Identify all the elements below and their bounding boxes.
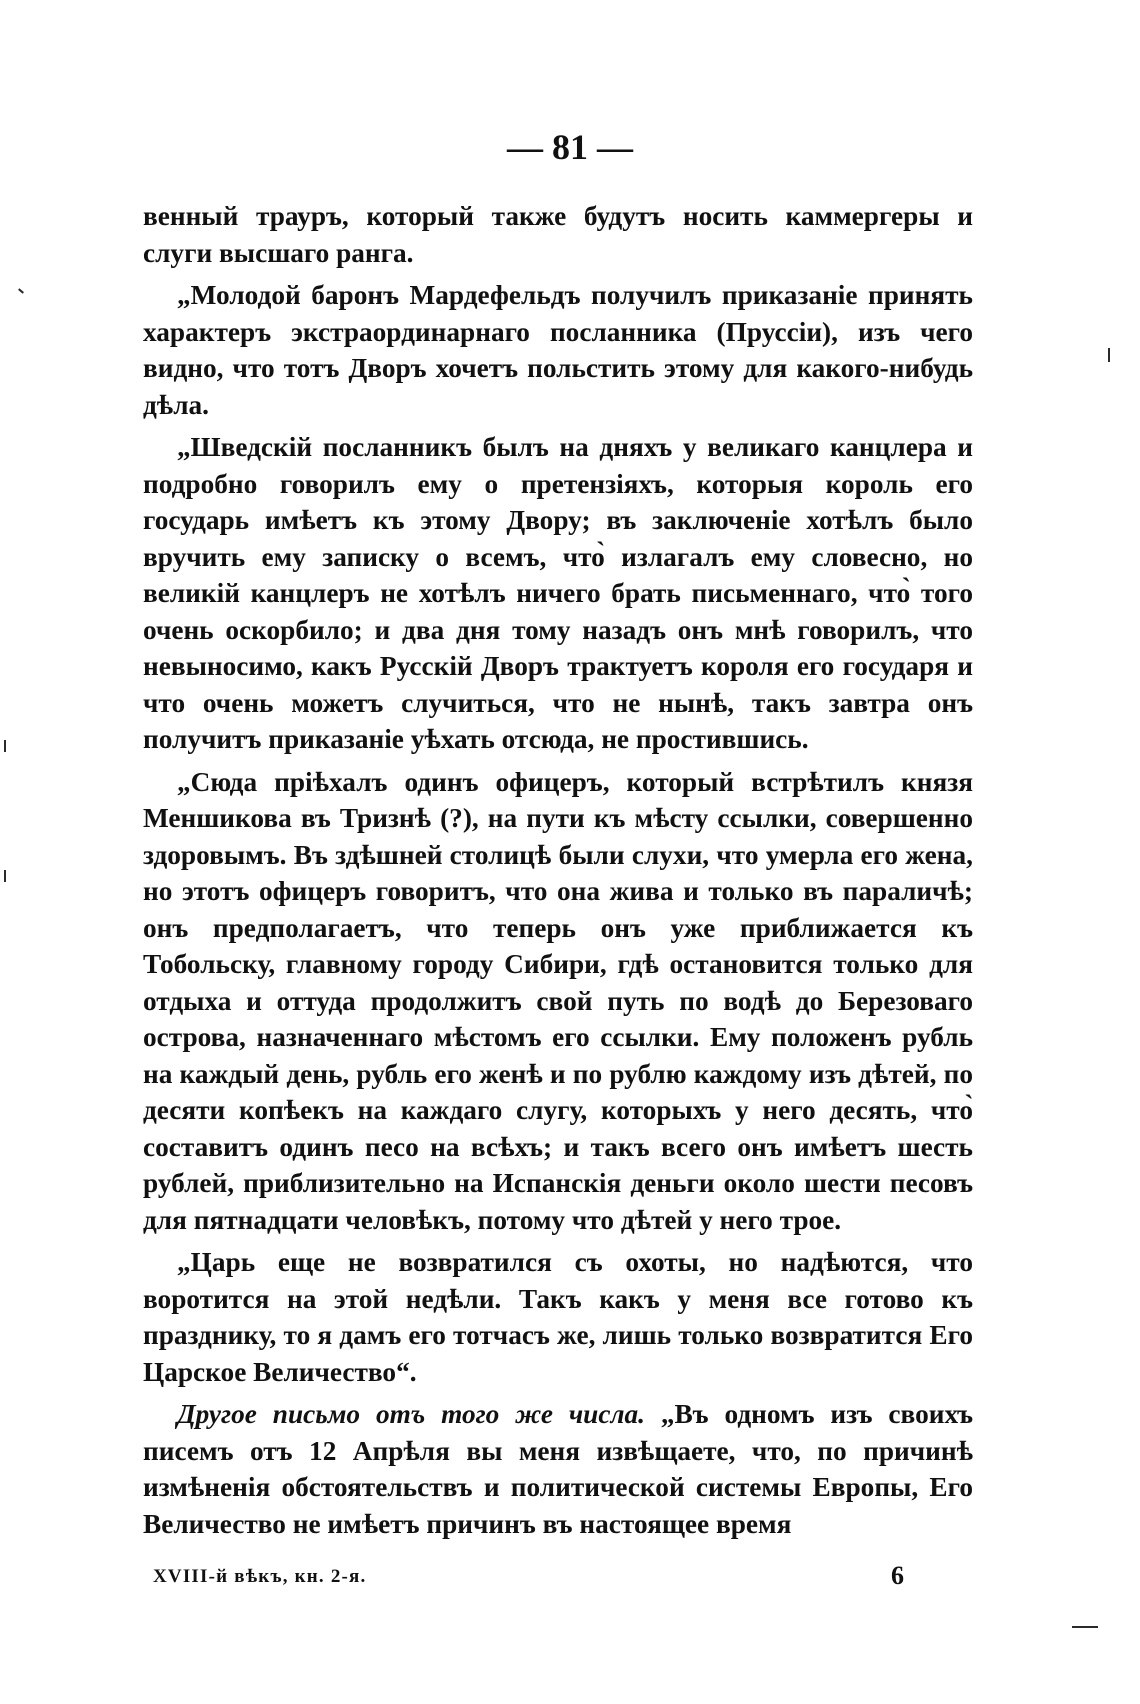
page-number: — 81 — (507, 127, 633, 167)
signature-mark: XVIII-й вѣкъ, кн. 2-я. (153, 1566, 367, 1587)
paragraph-another-letter (143, 1396, 973, 1542)
scan-mark (1072, 1626, 1098, 1628)
paragraph-continuation: венный трауръ, который также будутъ носить каммергеры и слуги высшаго ранга. (143, 201, 973, 268)
scan-mark (1108, 348, 1110, 362)
scan-mark (4, 870, 6, 882)
paragraph-menshikov: „Сюда пріѣхалъ одинъ офицеръ, который встрѣтилъ князя Меншикова въ Тризнѣ (?), на пути къ мѣсту ссылки, совершенно здоровымъ. Въ здѣшней столицѣ были слухи, что умерла его жена, но этотъ офицеръ говоритъ, что она жива и только въ параличѣ; онъ предполагаетъ, что теперь онъ уже приближается къ Тобольску, главному городу Сибири, гдѣ остановится только для отдыха и оттуда продолжитъ свой путь по водѣ до Березоваго острова, назначеннаго мѣстомъ его ссылки. Ему положенъ рубль на каждый день, рубль его женѣ и по рублю каждому изъ дѣтей, по десяти копѣекъ на каждаго слугу, которыхъ у него десять, что̀ составитъ одинъ песо на всѣхъ; и такъ всего онъ имѣетъ шесть рублей, приблизительно на Испанскія деньги около шести песовъ для пятнадцати человѣкъ, потому что дѣтей у него трое. (143, 766, 973, 1235)
scan-mark (4, 740, 6, 752)
letter-text: „Въ одномъ изъ своихъ писемъ отъ 12 Апрѣля вы меня извѣщаете, что, по причинѣ измѣненія обстоятельствъ и политической системы Европы, Его Величество не имѣетъ причинъ въ настоящее время (143, 1399, 973, 1539)
sheet-number: 6 (891, 1561, 904, 1590)
paragraph-swedish-envoy: „Шведскій посланникъ былъ на дняхъ у великаго канцлера и подробно говорилъ ему о претензіяхъ, которыя король его государь имѣетъ къ этому Двору; въ заключеніе хотѣлъ было вручить ему записку о всемъ, что̀ излагалъ ему словесно, но великій канцлеръ не хотѣлъ ничего брать письменнаго, что̀ того очень оскорбило; и два дня тому назадъ онъ мнѣ говорилъ, что невыносимо, какъ Русскій Дворъ трактуетъ короля его государя и что очень можетъ случиться, что не нынѣ, такъ завтра онъ получитъ приказаніе уѣхать отсюда, не простившись. (143, 432, 973, 754)
paragraph-mardefeld: „Молодой баронъ Мардефельдъ получилъ приказаніе принять характеръ экстраординарнаго посланника (Пруссіи), изъ чего видно, что тотъ Дворъ хочетъ польстить этому для какого-нибудь дѣла. (143, 280, 973, 420)
paragraph-tsar-hunt: „Царь еще не возвратился съ охоты, но надѣются, что воротится на этой недѣли. Такъ какъ у меня все готово къ празднику, то я дамъ его тотчасъ же, лишь только возвратится Его Царское Величество“. (143, 1247, 973, 1387)
body-text (143, 198, 973, 1558)
scan-mark (18, 288, 24, 293)
letter-heading: Другое письмо отъ того же числа. (177, 1399, 645, 1429)
